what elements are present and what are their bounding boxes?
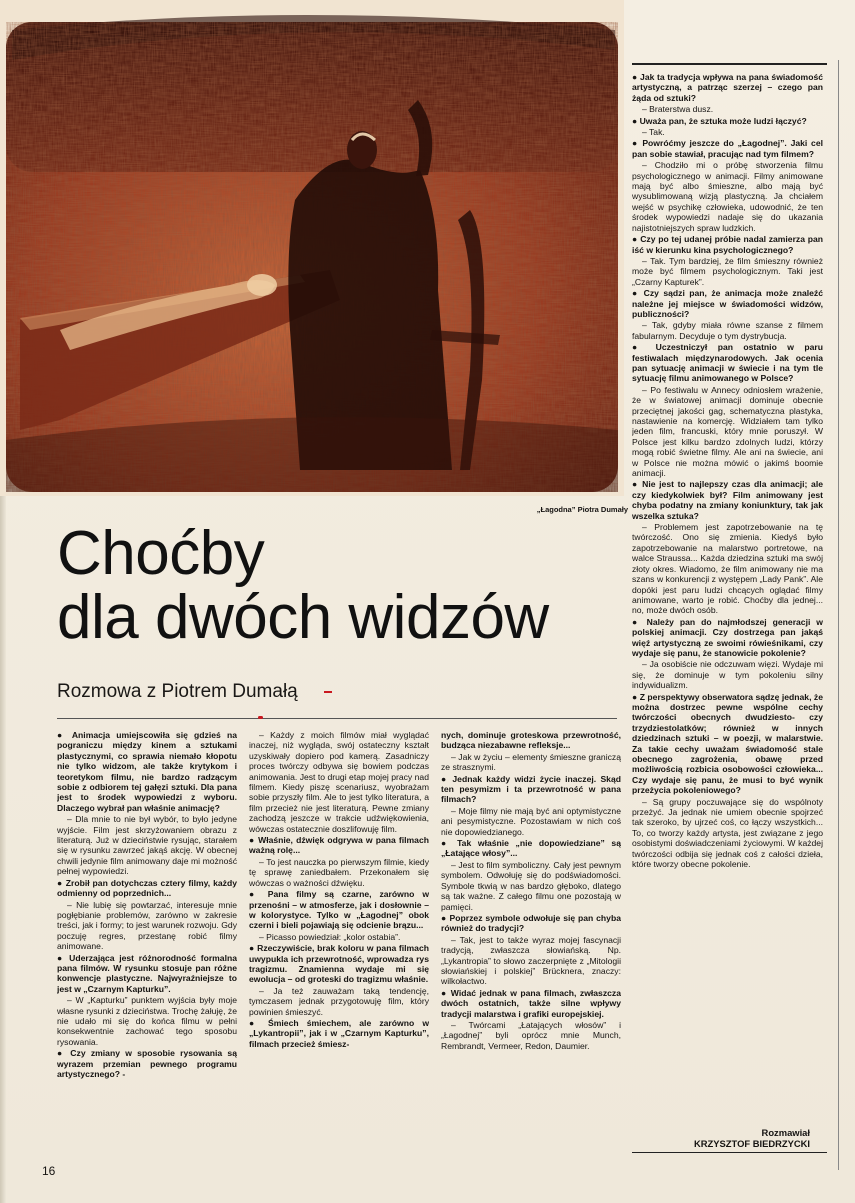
interview-question: ● Poprzez symbole odwołuje się pan chyba również do tradycji? <box>441 912 621 934</box>
interview-answer: – Twórcami „Łatających włosów” i „Łagodnej” byli oprócz mnie Munch, Rembrandt, Vermeer, Redon, Daumier. <box>441 1019 621 1051</box>
interview-question: ● Pana filmy są czarne, zarówno w przenośni – w atmosferze, jak i dosłownie – w kolorystyce. Tylko w „Łagodnej” obok czerni i bieli pojawiają się odcienie brązu... <box>249 889 429 931</box>
interview-answer: – Jak w życiu – elementy śmieszne graniczą ze strasznymi. <box>441 751 621 773</box>
interview-answer: – Ja też zauważam taką tendencję, tymczasem jednak przygotowuję film, który powinien śmieszyć. <box>249 985 429 1017</box>
interview-answer: – Jest to film symboliczny. Cały jest pewnym symbolem. Odwołuję się do podświadomości. Symbole tkwią w nas bardzo głęboko, dlatego są tak ważne. Z całego filmu one pozostają w pamięci. <box>441 859 621 912</box>
interview-answer: – Ja osobiście nie odczuwam więzi. Wydaje mi się, że dominuje w tym pokoleniu silny indywidualizm. <box>632 659 823 691</box>
page-number: 16 <box>42 1164 56 1178</box>
interview-question: ● Śmiech śmiechem, ale zarówno w „Lykantropii”, jak i w „Czarnym Kapturku”, filmach przecież śmiesz- <box>249 1017 429 1049</box>
interview-question: ● Powróćmy jeszcze do „Łagodnej”. Jaki cel pan sobie stawiał, pracując nad tym filmem? <box>632 138 823 159</box>
article-title <box>57 519 549 652</box>
interview-answer: – Tak, gdyby miała równe szanse z filmem fabularnym. Decyduje o tym dystrybucja. <box>632 320 823 341</box>
interview-answer: – Każdy z moich filmów miał wyglądać inaczej, niż wygląda, swój ostateczny kształt uzyskiwały dopiero pod kamerą. Zasadniczy proces twórczy odbywa się bowiem podczas animowania. Jest to drugi etap mojej pracy nad filmem. Kiedy piszę scenariusz, wyobrażam sobie przyszły film. Ale to jest tylko literatura, a film przecież nie jest literaturą. Pewne zmiany zachodzą jeszcze w trakcie udźwiękowienia, wówczas ostatecznie doszlifowuję film. <box>249 730 429 834</box>
interview-question: ● Zrobił pan dotychczas cztery filmy, każdy odmienny od poprzednich... <box>57 877 237 899</box>
subtitle-red-dash <box>324 691 332 693</box>
illustration-caption: „Łagodna” Piotra Dumały <box>536 505 628 514</box>
interview-answer: – Tak. <box>642 127 665 138</box>
interview-question: ● Z perspektywy obserwatora sądzę jednak, że można dostrzec pewne wspólne cechy twórczości obecnych dwudziesto- czy trzydziestolatków; również w innych dziedzinach sztuki – w poezji, w malarstwie. Za takie cechy uważam świadomość stale obecnego zagrożenia, obawę przed możliwością rozbicia osobowości człowieka... Czy wydaje się panu, że musi to być wynik przeżycia pokoleniowego? <box>632 691 823 796</box>
credit-rule <box>632 1152 827 1153</box>
interview-question: ● Jednak każdy widzi życie inaczej. Skąd ten pesymizm i ta przewrotność w pana filmach? <box>441 773 621 805</box>
credit-label: Rozmawiał <box>761 1127 810 1138</box>
text-column-2 <box>249 730 429 1160</box>
interviewer-credit <box>630 1127 810 1149</box>
interview-answer: – W „Kapturku” punktem wyjścia były moje własne rysunki z dzieciństwa. Trochę żałuję, że nie udało mi się do końca filmu w pełni konsekwentnie zachować tego sposobu rysowania. <box>57 995 237 1047</box>
interview-question: ● Czy po tej udanej próbie nadal zamierza pan iść w kierunku kina psychologicznego? <box>632 234 823 255</box>
interview-answer: – Nie lubię się powtarzać, interesuje mnie pogłębianie problemów, zarówno w zakresie treści, jak i formy; to jest warunek rozwoju. Gdy poczuję regres, przestanę robić filmy animowane. <box>57 899 237 952</box>
interview-question: ● Właśnie, dźwięk odgrywa w pana filmach ważną rolę... <box>249 835 429 856</box>
interview-answer: – Moje filmy nie mają być ani optymistyczne ani pesymistyczne. Pozostawiam w nich coś nie dopowiedzianego. <box>441 805 621 837</box>
interview-answer: – To jest nauczka po pierwszym filmie, kiedy tę sprawę zaniedbałem. Przekonałem się wówczas o ważności dźwięku. <box>249 856 429 888</box>
credit-name: KRZYSZTOF BIEDRZYCKI <box>694 1138 810 1149</box>
interview-answer: – Picasso powiedział: „kolor ostabia”. <box>259 931 401 942</box>
interview-question: ● Rzeczywiście, brak koloru w pana filmach uwypukla ich przewrotność, wprowadza rys tragizmu. Znamienna wydaje mi się ewolucja – od groteski do tragizmu właśnie. <box>249 943 429 985</box>
interview-answer: – Tak, jest to także wyraz mojej fascynacji tradycją, zwłaszcza słowiańską. Np. „Lykantropia” to słowo zaczerpnięte z „Mitologii słowiańskiej i polskiej” Brücknera, znaczy: wilkołactwo. <box>441 934 621 987</box>
interview-answer: – Braterstwa dusz. <box>642 104 714 115</box>
title-line-1: Choćby <box>57 519 265 588</box>
interview-question: ● Tak właśnie „nie dopowiedziane” są „Łatające włosy”... <box>441 838 621 859</box>
interview-question: ● Czy sądzi pan, że animacja może znaleźć należne jej miejsce w świadomości widzów, publiczności? <box>632 288 823 319</box>
interview-answer: – Problemem jest zapotrzebowanie na tę twórczość. Ono się zmienia. Kiedyś było zapotrzebowanie na malarstwo portretowe, na walce Straussa... Każda dziedzina sztuki ma swój złoty okres. Wiadomo, że film animowany nie ma szans w konkurencji z występem „Lady Pank”. Ale dopóki jest paru ludzi chcących oglądać filmy animowane, warto je robić. Choćby dla jednej... no, może dwóch osób. <box>632 522 823 616</box>
column-top-rule <box>632 63 827 65</box>
interview-question: ● Uważa pan, że sztuka może ludzi łączyć? <box>632 115 807 126</box>
title-line-2: dla dwóch widzów <box>57 583 549 652</box>
interview-question: ● Należy pan do najmłodszej generacji w polskiej animacji. Czy dostrzega pan jakąś więź artystyczną ze swoimi rówieśnikami, czy wydaje się panu, że stanowicie pokolenie? <box>632 616 823 658</box>
red-mark <box>258 716 263 719</box>
interview-question: ● Jak ta tradycja wpływa na pana świadomość artystyczną, a patrząc szerzej – czego pan żąda od sztuki? <box>632 72 823 103</box>
interview-question: nych, dominuje groteskowa przewrotność, budząca niezabawne refleksje... <box>441 730 621 751</box>
article-subtitle: Rozmowa z Piotrem Dumałą <box>57 681 298 702</box>
film-still-illustration <box>0 0 624 496</box>
interview-question: ● Uczestniczył pan ostatnio w paru festiwalach międzynarodowych. Jak ocenia pan sytuację animacji w świecie i na tym tle sytuację filmu animowanego w Polsce? <box>632 342 823 384</box>
interview-answer: – Są grupy poczuwające się do wspólnoty przeżyć. Ja jednak nie umiem obecnie spojrzeć tak szeroko, by ujrzeć coś, co łączy wszystkich... To, co tworzy każdy artysta, jest związane z jego osobistymi doświadczeniami życiowymi. W każdej twórczości odbija się jednak coś z całości dzieła, które tworzy obecne pokolenie. <box>632 796 823 870</box>
interview-answer: – Po festiwalu w Annecy odniosłem wrażenie, że w światowej animacji dominuje obecnie przeciętnej jakości gag, schematyczna plastyka, nastawienie na komercję. Widziałem tam tylko jeden film, francuski, który mnie poruszył. W Polsce jest kilku bardzo zdolnych ludzi, którzy mogą robić świetne filmy. Ale ani na świecie, ani w Polsce nie można mówić o jakimś boomie animacji. <box>632 384 823 479</box>
interview-answer: – Chodziło mi o próbę stworzenia filmu psychologicznego w animacji. Filmy animowane mają być albo śmieszne, albo mają być wysublimowaną wizją plastyczną. Ja chciałem wejść w psychikę człowieka, udowodnić, że ten środek wypowiedzi nadaje się do ukazania najistotniejszych spraw ludzkich. <box>632 160 823 233</box>
interview-question: ● Czy zmiany w sposobie rysowania są wyrazem przemian pewnego programu artystycznego? - <box>57 1048 237 1079</box>
right-margin-rule <box>838 60 839 1170</box>
interview-question: ● Uderzająca jest różnorodność formalna pana filmów. W rysunku stosuje pan różne konwencje plastyczne. Najwyraźniejsze to jest w „Czarnym Kapturku”. <box>57 952 237 994</box>
interview-answer: – Tak. Tym bardziej, że film śmieszny również może być filmem psychologicznym. Taki jest „Czarny Kapturek”. <box>632 255 823 287</box>
interview-question: ● Nie jest to najlepszy czas dla animacji; ale czy kiedykolwiek był? Film animowany jest chyba podatny na zmiany koniunktury, tak jak wszelka sztuka? <box>632 479 823 521</box>
text-column-4 <box>632 72 823 1125</box>
interview-answer: – Dla mnie to nie był wybór, to było jedyne wyjście. Film jest skrzyżowaniem obrazu z literaturą. Już w dzieciństwie rysując, starałem się w rysunku zawrzeć jakąś akcję. W obecnej chwili jedynie film animowany daje mi możność pełnej wypowiedzi. <box>57 814 237 877</box>
text-column-3 <box>441 730 621 1160</box>
interview-question: ● Widać jednak w pana filmach, zwłaszcza dwóch ostatnich, także silne wpływy tradycji malarstwa i grafiki europejskiej. <box>441 987 621 1019</box>
text-column-1 <box>57 730 237 1160</box>
section-rule <box>57 718 617 719</box>
interview-question: ● Animacja umiejscowiła się gdzieś na pograniczu między kinem a sztukami plastycznymi, co sprawia niemało kłopotu nie tylko widzom, ale także krytykom i teoretykom filmu, nie bardzo radzącym sobie z odbiorem tej gałęzi sztuki. Dla pana jest to środek wypowiedzi z wyboru. Dlaczego wybrał pan właśnie animację? <box>57 730 237 813</box>
